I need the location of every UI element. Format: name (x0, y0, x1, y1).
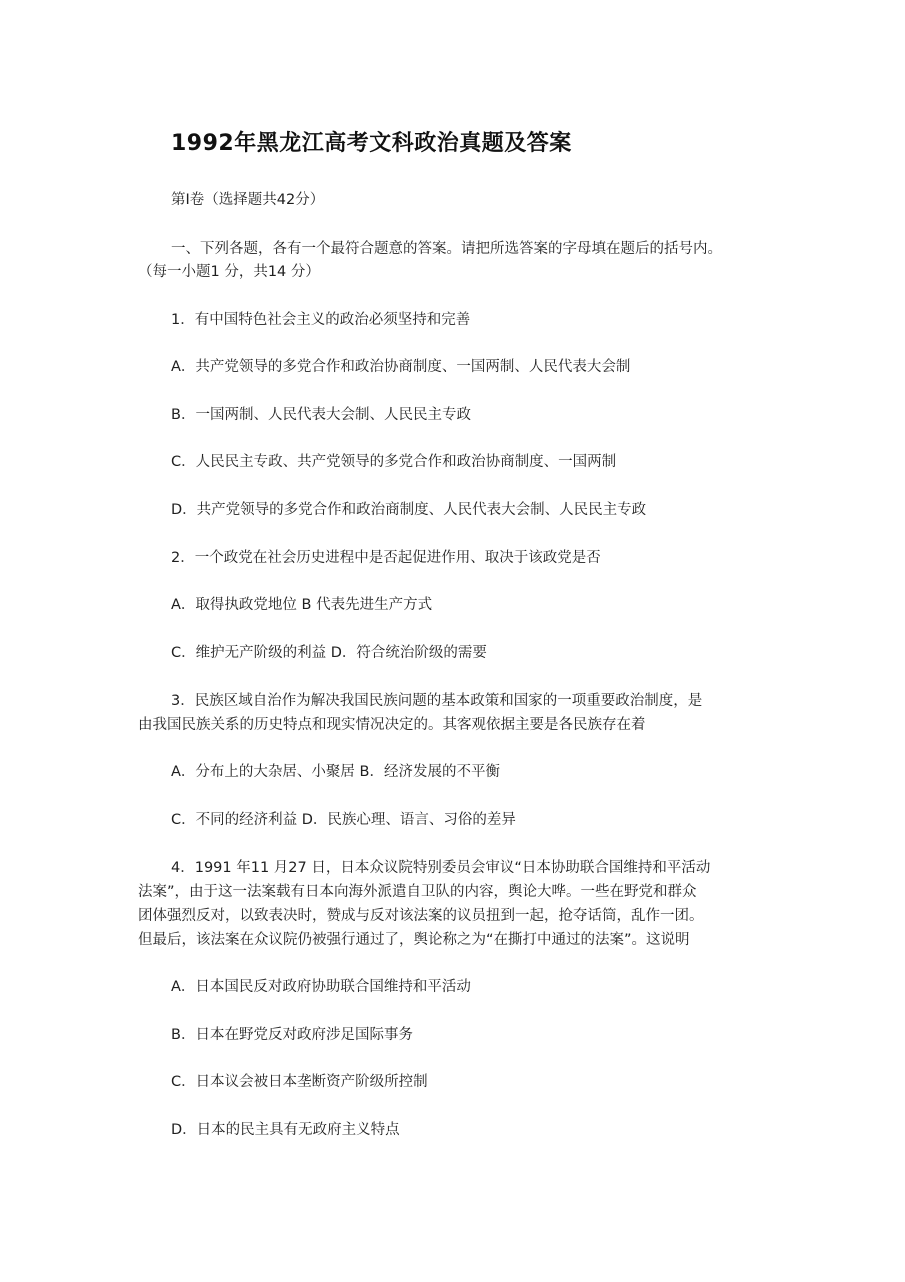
section-header: 第I卷（选择题共42分） (171, 192, 325, 208)
question-3-stem-line-1: 3．民族区域自治作为解决我国民族问题的基本政策和国家的一项重要政治制度，是 (171, 693, 703, 709)
question-2-stem: 2．一个政党在社会历史进程中是否起促进作用、取决于该政党是否 (171, 550, 601, 566)
question-4-stem-line-3: 团体强烈反对，以致表决时，赞成与反对该法案的议员扭到一起，抢夺话筒，乱作一团。 (138, 908, 704, 924)
question-4-option-d: D．日本的民主具有无政府主义特点 (171, 1122, 400, 1138)
question-4-option-a: A．日本国民反对政府协助联合国维持和平活动 (171, 979, 471, 995)
instructions-line-1: 一、下列各题，各有一个最符合题意的答案。请把所选答案的字母填在题后的括号内。 (171, 241, 722, 257)
document-title: 1992年黑龙江高考文科政治真题及答案 (171, 131, 572, 156)
question-3-options-cd: C．不同的经济利益 D．民族心理、语言、习俗的差异 (171, 812, 516, 828)
question-1-option-d: D．共产党领导的多党合作和政治商制度、人民代表大会制、人民民主专政 (171, 502, 647, 518)
question-3-options-ab: A．分布上的大杂居、小聚居 B．经济发展的不平衡 (171, 764, 500, 780)
question-4-stem-line-2: 法案”，由于这一法案载有日本向海外派遣自卫队的内容，舆论大哗。一些在野党和群众 (138, 884, 697, 900)
question-4-option-c: C．日本议会被日本垄断资产阶级所控制 (171, 1074, 428, 1090)
question-4-option-b: B．日本在野党反对政府涉足国际事务 (171, 1027, 413, 1043)
question-4-stem-line-4: 但最后，该法案在众议院仍被强行通过了，舆论称之为“在撕打中通过的法案”。这说明 (138, 932, 690, 948)
question-1-option-a: A．共产党领导的多党合作和政治协商制度、一国两制、人民代表大会制 (171, 359, 631, 375)
question-1-option-c: C．人民民主专政、共产党领导的多党合作和政治协商制度、一国两制 (171, 454, 617, 470)
question-3-stem-line-2: 由我国民族关系的历史特点和现实情况决定的。其客观依据主要是各民族存在着 (138, 717, 646, 733)
question-1-stem: 1．有中国特色社会主义的政治必须坚持和完善 (171, 312, 471, 328)
question-2-options-cd: C．维护无产阶级的利益 D．符合统治阶级的需要 (171, 645, 487, 661)
question-4-stem-line-1: 4．1991 年11 月27 日，日本众议院特别委员会审议“日本协助联合国维持和平活动 (171, 860, 711, 876)
question-2-options-ab: A．取得执政党地位 B 代表先进生产方式 (171, 597, 433, 613)
question-1-option-b: B．一国两制、人民代表大会制、人民民主专政 (171, 407, 471, 423)
instructions-line-2: （每一小题1 分，共14 分） (138, 264, 320, 280)
